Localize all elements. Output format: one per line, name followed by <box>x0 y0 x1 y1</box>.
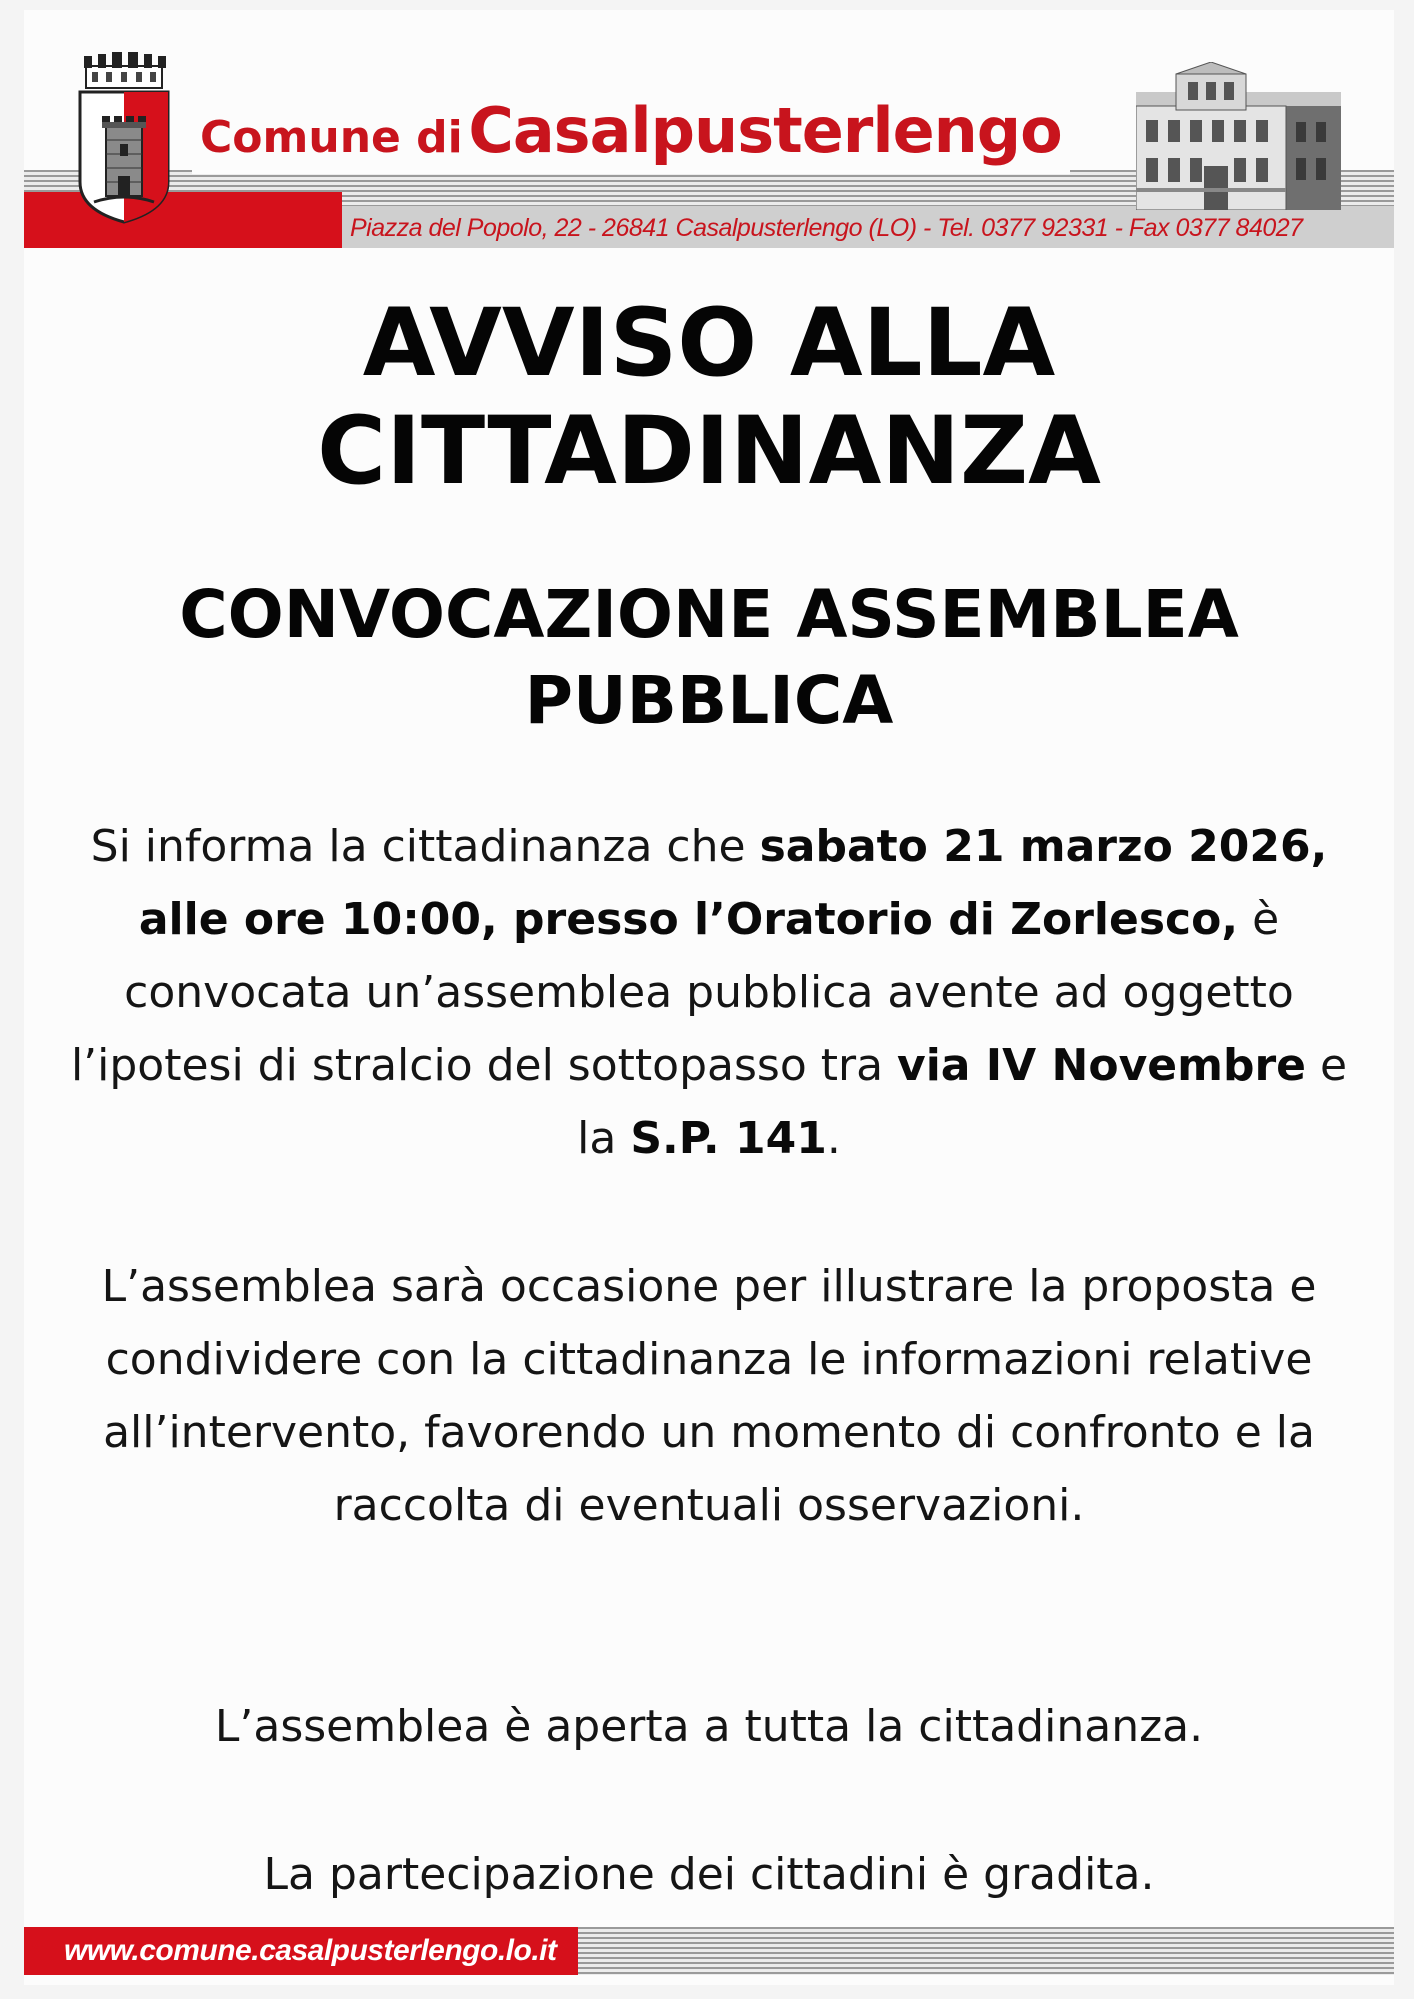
p1-bold-datetime-place: sabato 21 marzo 2026, alle ore 10:00, presso l’Oratorio di Zorlesco, <box>138 821 1328 945</box>
subtitle-line-2: PUBBLICA <box>524 662 894 739</box>
p1-text-3: e la <box>577 1040 1348 1164</box>
coat-of-arms-logo <box>74 52 174 227</box>
organization-name <box>192 94 1070 174</box>
town-hall-building-icon <box>1136 62 1341 210</box>
announcement-paragraph <box>64 810 1354 1175</box>
purpose-paragraph: L’assemblea sarà occasione per illustrare la proposta e condividere con la cittadinanza le informazioni relative all’intervento, favorendo un momento di confronto e la raccolta di eventuali osservazioni. <box>101 1261 1317 1531</box>
open-to-all-paragraph: L’assemblea è aperta a tutta la cittadinanza. <box>214 1701 1204 1752</box>
header-red-block <box>24 192 342 248</box>
organization-prefix: Comune di <box>200 112 463 163</box>
p1-text-1: Si informa la cittadinanza che <box>90 821 760 872</box>
p1-text-2: è convocata un’assemblea pubblica avente ad oggetto l’ipotesi di stralcio del sottopasso tra <box>70 894 1294 1091</box>
p1-bold-street: via IV Novembre <box>897 1040 1306 1091</box>
website-link[interactable]: www.comune.casalpusterlengo.lo.it <box>64 1934 557 1967</box>
title-line-1: AVVISO ALLA <box>362 289 1056 398</box>
organization-main-name: Casalpusterlengo <box>468 94 1062 167</box>
address-text: Piazza del Popolo, 22 - 26841 Casalpusterlengo (LO) - Tel. 0377 92331 - Fax 0377 84027 <box>350 214 1303 242</box>
p1-bold-road: S.P. 141 <box>630 1113 827 1164</box>
subtitle-line-1: CONVOCAZIONE ASSEMBLEA <box>179 576 1239 653</box>
notice-page <box>24 10 1394 1985</box>
notice-title <box>24 290 1394 506</box>
letterhead <box>24 10 1394 255</box>
p1-text-4: . <box>826 1113 841 1164</box>
title-line-2: CITTADINANZA <box>317 397 1101 506</box>
participation-paragraph: La partecipazione dei cittadini è gradita. <box>263 1849 1155 1900</box>
notice-subtitle <box>24 572 1394 744</box>
